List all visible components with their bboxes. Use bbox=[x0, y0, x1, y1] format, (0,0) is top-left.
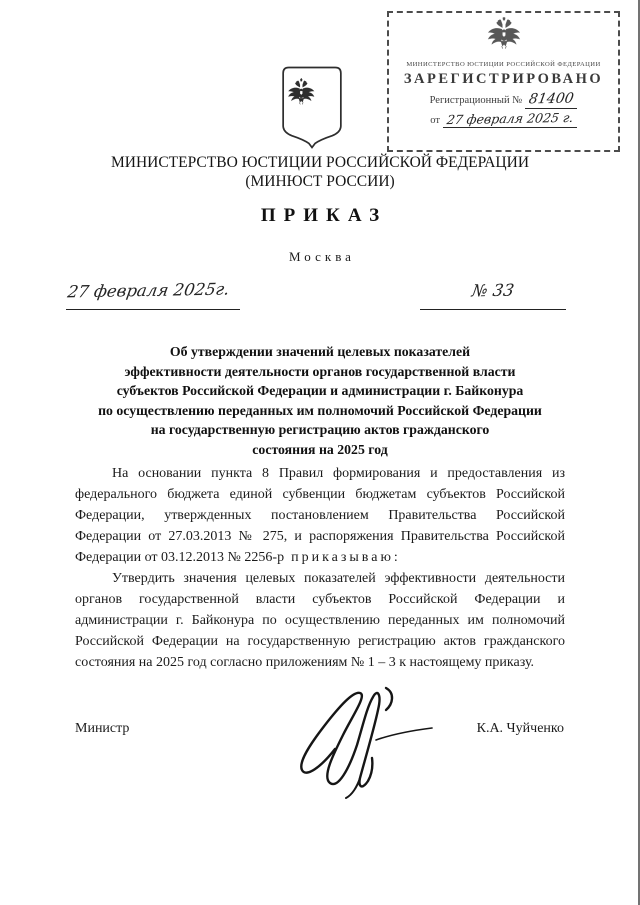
emblem-shield-outline bbox=[283, 68, 341, 148]
document-date-value: 27 февраля 2025г. bbox=[66, 279, 231, 302]
body-paragraph-1 bbox=[75, 463, 565, 568]
coat-of-arms-emblem bbox=[281, 66, 343, 149]
paragraph-1-emphasis: приказываю: bbox=[291, 550, 401, 565]
ministry-name-full: МИНИСТЕРСТВО ЮСТИЦИИ РОССИЙСКОЙ ФЕДЕРАЦИИ bbox=[110, 154, 530, 171]
stamp-reg-number-label: Регистрационный № bbox=[429, 95, 523, 106]
stamp-registration-number bbox=[389, 92, 618, 109]
minister-signature bbox=[289, 685, 439, 800]
stamp-date-underline bbox=[443, 109, 577, 129]
document-date-handwritten bbox=[66, 281, 240, 310]
registration-stamp bbox=[387, 11, 620, 152]
stamp-reg-number-value: 81400 bbox=[527, 90, 575, 108]
stamp-ministry-line: МИНИСТЕРСТВО ЮСТИЦИИ РОССИЙСКОЙ ФЕДЕРАЦИИ bbox=[406, 61, 601, 68]
ministry-name-short: (МИНЮСТ РОССИИ) bbox=[245, 173, 395, 190]
paragraph-1-text: На основании пункта 8 Правил формирования и предоставления из федерального бюджета единой субвенции бюджетам субъектов Российской Федерации, утвержденных постановлением Правительства Российской Федерации от 27.03.2013 № 275, и распоряжения Правительства Российской Федерации от 03.12.2013 № 2256-р bbox=[75, 466, 565, 565]
order-title-line: состояния на 2025 год bbox=[252, 441, 388, 457]
order-body bbox=[75, 463, 565, 673]
signer-position: Министр bbox=[75, 721, 130, 736]
stamp-date-label: от bbox=[430, 114, 440, 126]
order-title-line: по осуществлению переданных им полномочий Российской Федерации bbox=[98, 402, 542, 418]
body-paragraph-2: Утвердить значения целевых показателей эффективности деятельности органов государственной власти субъектов Российской Федерации и администрации г. Байконура по осуществлению переданных им полномочий Российской Федерации на государственную регистрацию актов гражданского состояния на 2025 год согласно приложениям № 1 – 3 к настоящему приказу. bbox=[75, 571, 565, 670]
stamp-date-value: 27 февраля 2025 г. bbox=[445, 109, 575, 127]
document-number-handwritten bbox=[420, 281, 566, 310]
document-type-heading: ПРИКАЗ bbox=[260, 205, 388, 226]
order-title-line: эффективности деятельности органов государственной власти bbox=[124, 363, 516, 379]
order-title-line: субъектов Российской Федерации и администрации г. Байконура bbox=[116, 383, 524, 398]
document-number-value: № 33 bbox=[470, 280, 516, 301]
order-title bbox=[50, 342, 590, 459]
order-title-line: на государственную регистрацию актов гражданского bbox=[150, 422, 490, 437]
stamp-registered-label: ЗАРЕГИСТРИРОВАНО bbox=[403, 71, 604, 87]
signer-name: К.А. Чуйченко bbox=[476, 721, 564, 736]
stamp-reg-number-underline bbox=[525, 92, 578, 109]
order-title-line: Об утверждении значений целевых показателей bbox=[169, 344, 471, 359]
stamp-registration-date bbox=[389, 109, 618, 129]
stamp-coat-of-arms-icon bbox=[484, 17, 524, 55]
city-label: Москва bbox=[289, 249, 355, 264]
ministry-name bbox=[0, 153, 640, 191]
